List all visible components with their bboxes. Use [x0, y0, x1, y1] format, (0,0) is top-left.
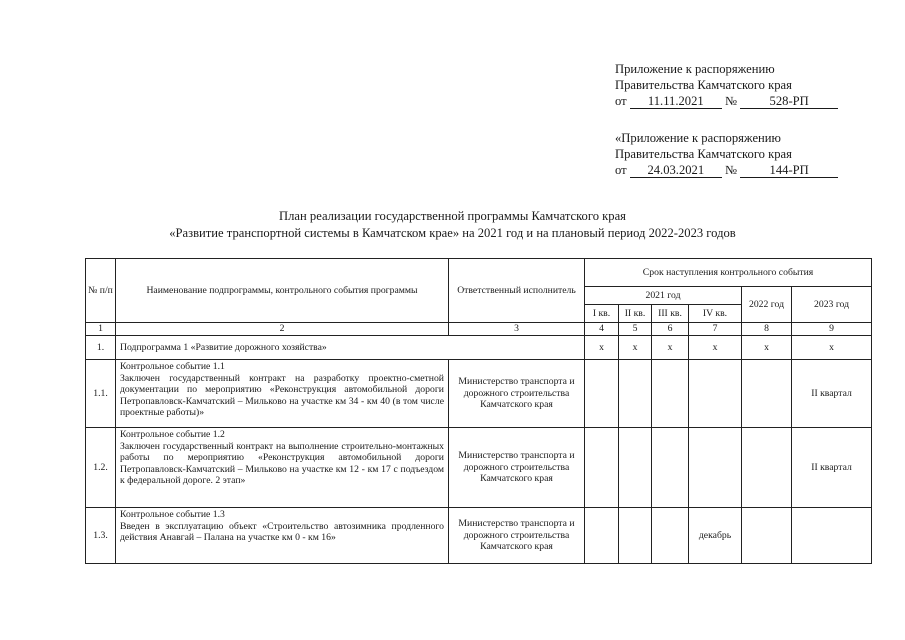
header-deadline: Срок наступления контрольного события: [585, 259, 872, 287]
row-2023: II квартал: [792, 428, 872, 508]
header-year-2021: 2021 год: [585, 287, 742, 305]
column-number: 2: [116, 323, 449, 336]
control-event-title: Контрольное событие 1.2: [120, 429, 225, 440]
subprogram-num: 1.: [86, 336, 116, 360]
subprogram-mark: х: [619, 336, 652, 360]
control-event-description: Заключен государственный контракт на выполнение строительно-монтажных работы по мероприятию «Реконструкция автомобильной дороги Петропавловск-Камчатский – Мильково на участке км 12 - км 17 с подъездом к федеральной дороге. 2 этап»: [120, 440, 444, 486]
header-name: Наименование подпрограммы, контрольного события программы: [116, 259, 449, 323]
document-title: [0, 208, 905, 242]
plan-table: [85, 258, 872, 564]
row-description-cell: [116, 508, 449, 564]
header-executor: Ответственный исполнитель: [449, 259, 585, 323]
row-2022: [742, 508, 792, 564]
row-num: 1.1.: [86, 360, 116, 428]
annex-line-2: Правительства Камчатского края: [615, 78, 792, 92]
column-number: 3: [449, 323, 585, 336]
annex-number: 528-РП: [740, 95, 838, 109]
row-q1: [585, 428, 619, 508]
column-number: 1: [86, 323, 116, 336]
table-row: [86, 360, 872, 428]
subprogram-name: Подпрограмма 1 «Развитие дорожного хозяйства»: [116, 336, 585, 360]
control-event-title: Контрольное событие 1.1: [120, 361, 225, 372]
column-numbers-row: [86, 323, 872, 336]
annex-current: [615, 61, 838, 109]
row-q2: [619, 428, 652, 508]
table-row: [86, 428, 872, 508]
row-q1: [585, 360, 619, 428]
column-number: 9: [792, 323, 872, 336]
subprogram-mark: х: [742, 336, 792, 360]
annex-prev-date-line: [615, 162, 838, 178]
annex-date-line: [615, 93, 838, 109]
row-description-cell: [116, 428, 449, 508]
column-number: 6: [652, 323, 689, 336]
row-2022: [742, 360, 792, 428]
control-event-title: Контрольное событие 1.3: [120, 509, 225, 520]
row-q4: [689, 360, 742, 428]
column-number: 8: [742, 323, 792, 336]
title-line-2: «Развитие транспортной системы в Камчатском крае» на 2021 год и на плановый период 2022-2023 годов: [169, 226, 736, 240]
row-q3: [652, 508, 689, 564]
header-q4: IV кв.: [689, 305, 742, 323]
annex-prev-date: 24.03.2021: [630, 164, 722, 178]
header-year-2022: 2022 год: [742, 287, 792, 323]
row-q3: [652, 360, 689, 428]
row-q2: [619, 508, 652, 564]
row-num: 1.2.: [86, 428, 116, 508]
subprogram-mark: х: [689, 336, 742, 360]
row-executor: Министерство транспорта и дорожного строительства Камчатского края: [449, 508, 585, 564]
annex-line-1: Приложение к распоряжению: [615, 62, 775, 76]
control-event-description: Введен в эксплуатацию объект «Строительство автозимника продленного действия Анавгай – Палана на участке км 0 - км 16»: [120, 520, 444, 543]
row-q1: [585, 508, 619, 564]
annex-prev-line-1: «Приложение к распоряжению: [615, 131, 781, 145]
annex-prev-number: 144-РП: [740, 164, 838, 178]
subprogram-mark: х: [585, 336, 619, 360]
row-2023: II квартал: [792, 360, 872, 428]
header-num: № п/п: [86, 259, 116, 323]
annex-prev-number-label: №: [724, 163, 737, 177]
column-number: 5: [619, 323, 652, 336]
annex-prev-line-2: Правительства Камчатского края: [615, 147, 792, 161]
header-q1: I кв.: [585, 305, 619, 323]
row-2022: [742, 428, 792, 508]
annex-prev-from-label: от: [615, 163, 627, 177]
column-number: 7: [689, 323, 742, 336]
row-executor: Министерство транспорта и дорожного строительства Камчатского края: [449, 360, 585, 428]
annex-previous: [615, 130, 838, 178]
control-event-description: Заключен государственный контракт на разработку проектно-сметной документации по мероприятию «Реконструкция автомобильной дороги Петропавловск-Камчатский – Мильково на участке км 34 - км 40 (в том числе проектные работы)»: [120, 372, 444, 418]
subprogram-mark: х: [792, 336, 872, 360]
header-year-2023: 2023 год: [792, 287, 872, 323]
header-q3: III кв.: [652, 305, 689, 323]
header-q2: II кв.: [619, 305, 652, 323]
annex-from-label: от: [615, 94, 627, 108]
row-executor: Министерство транспорта и дорожного строительства Камчатского края: [449, 428, 585, 508]
title-line-1: План реализации государственной программы Камчатского края: [279, 209, 626, 223]
row-q4: декабрь: [689, 508, 742, 564]
table-row: [86, 508, 872, 564]
row-q3: [652, 428, 689, 508]
row-q4: [689, 428, 742, 508]
row-description-cell: [116, 360, 449, 428]
annex-number-label: №: [724, 94, 737, 108]
row-2023: [792, 508, 872, 564]
annex-date: 11.11.2021: [630, 95, 722, 109]
subprogram-row: [86, 336, 872, 360]
column-number: 4: [585, 323, 619, 336]
subprogram-mark: х: [652, 336, 689, 360]
row-q2: [619, 360, 652, 428]
row-num: 1.3.: [86, 508, 116, 564]
